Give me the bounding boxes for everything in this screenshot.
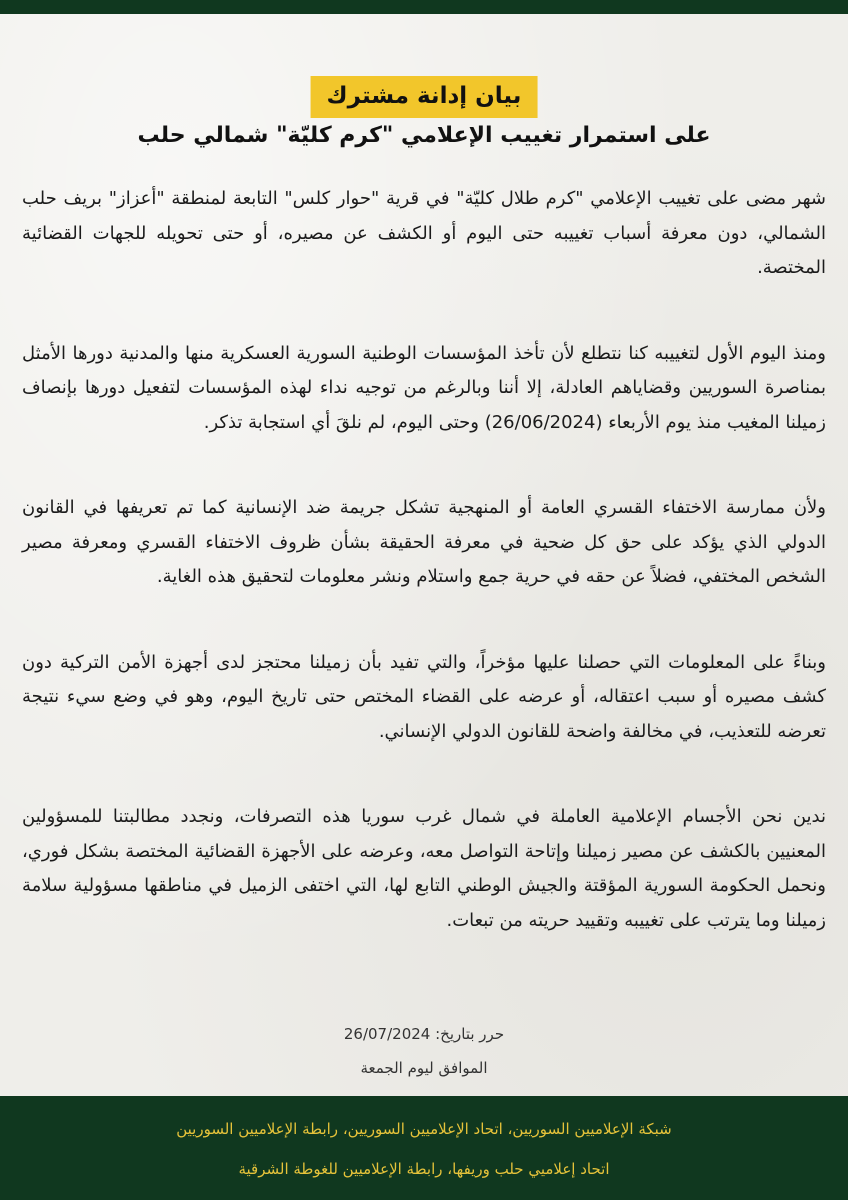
statement-title: بيان إدانة مشترك [311,76,538,118]
paragraph-5: ندين نحن الأجسام الإعلامية العاملة في شمال غرب سوريا هذه التصرفات، ونجدد مطالبتنا للمسؤولين المعنيين بالكشف عن مصير زميلنا وإتاحة التواصل معه، وعرضه على الأجهزة القضائية المختصة بشكل فوري، ونحمل الحكومة السورية المؤقتة والجيش الوطني التابع لها، التي اختفى الزميل في مناطقها مسؤولية سلامة زميلنا وما يترتب على تغييبه وتقييد حريته من تبعات. [22,806,826,931]
footer-organizations-line-2: اتحاد إعلاميي حلب وريفها، رابطة الإعلاميين للغوطة الشرقية [238,1160,610,1178]
signature-day: الموافق ليوم الجمعة [360,1059,488,1077]
paragraph-4: وبناءً على المعلومات التي حصلنا عليها مؤخراً، والتي تفيد بأن زميلنا محتجز لدى أجهزة الأمن التركية دون كشف مصيره أو سبب اعتقاله، أو عرضه على القضاء المختص حتى تاريخ اليوم، وهو في وضع سيء نتيجة تعرضه للتعذيب، في مخالفة واضحة للقانون الدولي الإنساني. [22,651,826,742]
paragraph-1: شهر مضى على تغييب الإعلامي "كرم طلال كليّة" في قرية "حوار كلس" التابعة لمنطقة "أعزاز" بريف حلب الشمالي، دون معرفة أسباب تغييبه حتى اليوم أو الكشف عن مصيره، أو حتى تحويله للجهات القضائية المختصة. [22,188,826,278]
statement-body [22,182,826,938]
footer-band [0,1096,848,1200]
paragraph-3: ولأن ممارسة الاختفاء القسري العامة أو المنهجية تشكل جريمة ضد الإنسانية كما تم تعريفها في القانون الدولي الذي يؤكد على حق كل ضحية في معرفة الحقيقة بشأن ظروف الاختفاء القسري ومعرفة مصير الشخص المختفي، فضلاً عن حقه في حرية جمع واستلام ونشر معلومات لتحقيق هذه الغاية. [22,497,826,587]
footer-organizations-line-1: شبكة الإعلاميين السوريين، اتحاد الإعلاميين السوريين، رابطة الإعلاميين السوريين [176,1120,672,1138]
statement-subtitle: على استمرار تغييب الإعلامي "كرم كليّة" شمالي حلب [137,123,711,148]
top-green-bar [0,0,848,14]
paragraph-2: ومنذ اليوم الأول لتغييبه كنا نتطلع لأن تأخذ المؤسسات الوطنية السورية العسكرية منها والمدنية دورها الأمثل بمناصرة السوريين وقضاياهم العادلة، إلا أننا وبالرغم من توجيه نداء لهذه المؤسسات لتفعيل دورها بإنصاف زميلنا المغيب منذ يوم الأربعاء (26/06/2024) وحتى اليوم، لم نلقَ أي استجابة تذكر. [22,342,826,433]
signature-date: حرر بتاريخ: 26/07/2024 [343,1025,505,1043]
